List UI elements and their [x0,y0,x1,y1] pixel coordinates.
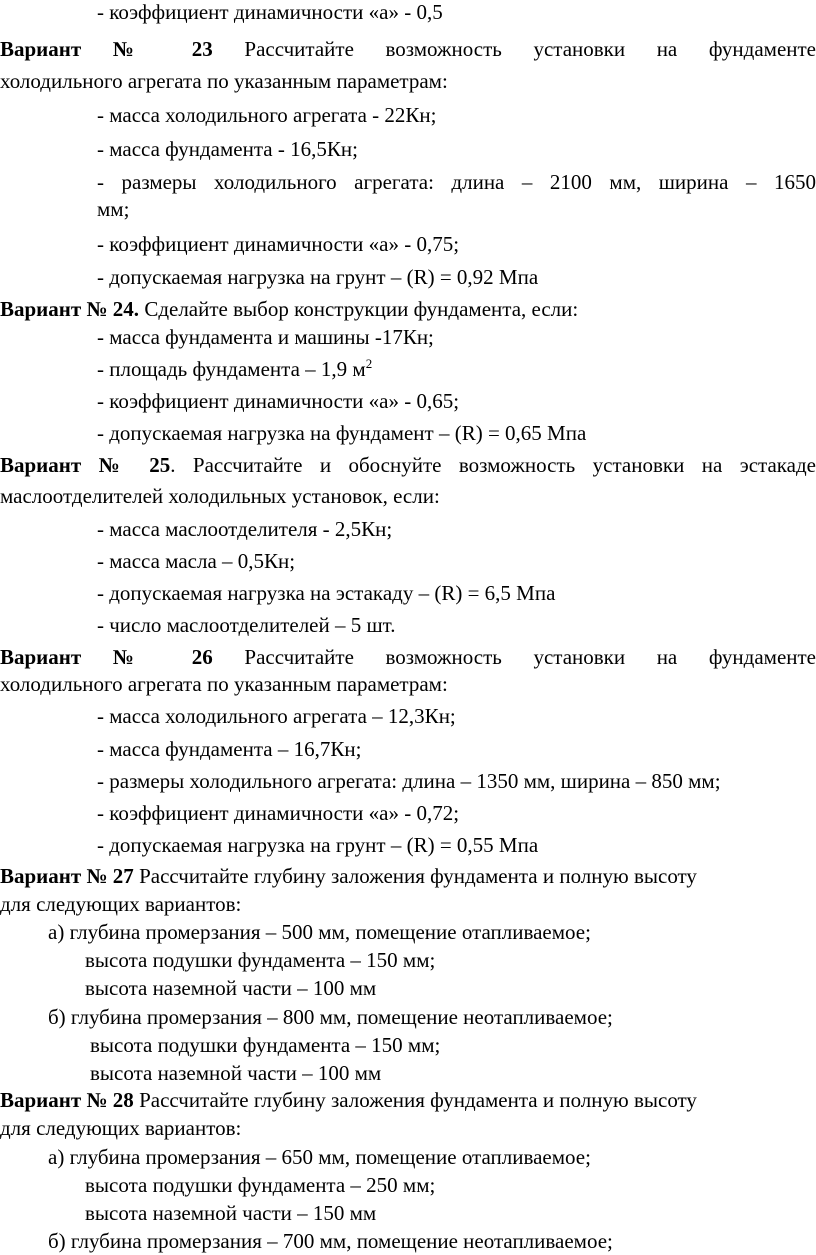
variant-23-item: - масса фундамента - 16,5Кн; [97,137,358,161]
variant-26-item: - коэффициент динамичности «а» - 0,72; [97,801,460,825]
variant-27-item: б) глубина промерзания – 800 мм, помещение неотапливаемое; [48,1005,613,1029]
variant-26-label: Вариант № 26 [0,645,213,669]
variant-25-label: Вариант № 25 [0,453,171,477]
variant-28-item: высота подушки фундамента – 250 мм; [85,1173,436,1197]
variant-23-item: - допускаемая нагрузка на грунт – (R) = 0,92 Мпа [97,265,539,289]
variant-28-heading [0,1086,697,1114]
variant-23-task: Рассчитайте возможность установки на фундаменте [244,37,816,61]
variant-23-item-cont: мм; [97,197,130,221]
superscript: 2 [365,356,373,371]
carry-over-line: - коэффициент динамичности «а» - 0,5 [97,0,443,24]
variant-27-heading [0,862,697,890]
variant-25-task-cont: маслоотделителей холодильных установок, если: [0,484,440,508]
variant-26-item: - масса фундамента – 16,7Кн; [97,737,362,761]
variant-28-item: а) глубина промерзания – 650 мм, помещение отапливаемое; [48,1145,591,1169]
variant-27-item: высота подушки фундамента – 150 мм; [90,1033,441,1057]
variant-23-task-cont: холодильного агрегата по указанным параметрам: [0,69,448,93]
variant-23-item: - коэффициент динамичности «а» - 0,75; [97,232,460,256]
variant-27-task-cont: для следующих вариантов: [0,892,242,916]
variant-26-item: - размеры холодильного агрегата: длина – 1350 мм, ширина – 850 мм; [97,769,721,793]
variant-24-label: Вариант № 24. [0,297,140,321]
variant-24-task: Сделайте выбор конструкции фундамента, если: [139,297,579,321]
variant-23-label: Вариант № 23 [0,37,213,61]
variant-28-task-cont: для следующих вариантов: [0,1116,242,1140]
variant-27-item: а) глубина промерзания – 500 мм, помещение отапливаемое; [48,920,591,944]
variant-25-item: - число маслоотделителей – 5 шт. [97,613,396,637]
variant-27-item: высота подушки фундамента – 150 мм; [85,948,436,972]
variant-24-item-text: - площадь фундамента – 1,9 м [97,357,366,381]
variant-26-task-cont: холодильного агрегата по указанным параметрам: [0,672,448,696]
variant-28-label: Вариант № 28 [0,1088,134,1112]
variant-24-item: - коэффициент динамичности «а» - 0,65; [97,389,460,413]
variant-26-item: - допускаемая нагрузка на грунт – (R) = 0,55 Мпа [97,833,539,857]
variant-28-task: Рассчитайте глубину заложения фундамента и полную высоту [133,1088,697,1112]
variant-25-item: - масса маслоотделителя - 2,5Кн; [97,517,393,541]
variant-25-heading [0,451,816,479]
variant-25-item: - масса масла – 0,5Кн; [97,549,296,573]
variant-28-item: б) глубина промерзания – 700 мм, помещение неотапливаемое; [48,1229,613,1253]
variant-23-item: - масса холодильного агрегата - 22Кн; [97,103,437,127]
variant-27-task: Рассчитайте глубину заложения фундамента и полную высоту [133,864,697,888]
variant-24-item: - допускаемая нагрузка на фундамент – (R) = 0,65 Мпа [97,421,587,445]
variant-26-task: Рассчитайте возможность установки на фундаменте [244,645,816,669]
variant-24-item [97,355,372,383]
variant-23-heading [0,35,816,63]
variant-25-task: . Рассчитайте и обоснуйте возможность установки на эстакаде [170,453,816,477]
variant-26-item: - масса холодильного агрегата – 12,3Кн; [97,704,456,728]
variant-24-item: - масса фундамента и машины -17Кн; [97,325,434,349]
variant-28-item: высота наземной части – 150 мм [85,1201,377,1225]
variant-27-item: высота наземной части – 100 мм [90,1061,382,1085]
variant-23-item: - размеры холодильного агрегата: длина – 2100 мм, ширина – 1650 [97,170,816,194]
variant-26-heading [0,643,816,671]
variant-27-item: высота наземной части – 100 мм [85,976,377,1000]
variant-24-heading [0,295,578,323]
variant-25-item: - допускаемая нагрузка на эстакаду – (R) = 6,5 Мпа [97,581,556,605]
variant-27-label: Вариант № 27 [0,864,134,888]
